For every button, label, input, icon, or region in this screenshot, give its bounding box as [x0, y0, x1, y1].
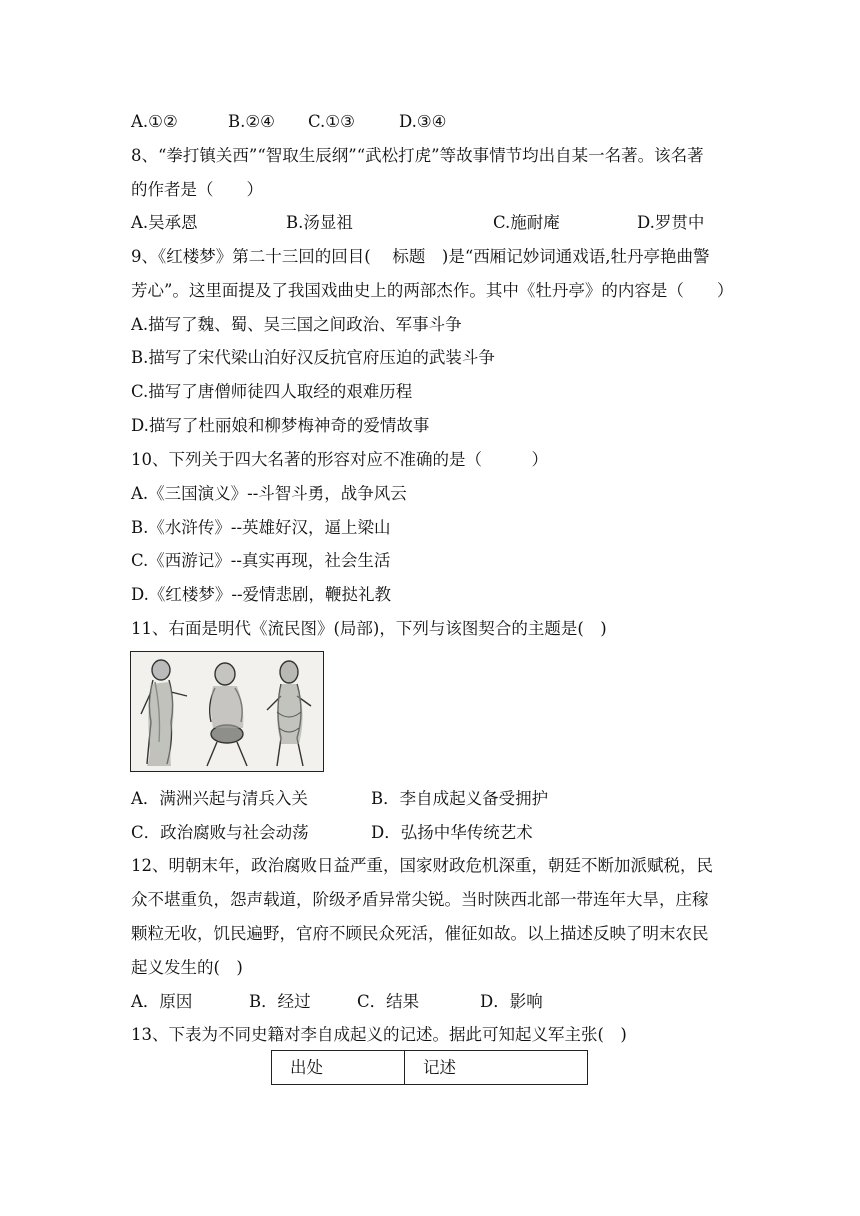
- q12-option-a[interactable]: A．原因: [131, 992, 193, 1011]
- q9-option-c[interactable]: C.描写了唐僧师徒四人取经的艰难历程: [131, 382, 413, 401]
- q8-option-c[interactable]: C.施耐庵: [493, 213, 560, 232]
- q7-option-a[interactable]: A.①②: [131, 112, 178, 131]
- q8-option-d[interactable]: D.罗贯中: [637, 213, 705, 232]
- q11-option-a[interactable]: A．满洲兴起与清兵入关: [131, 789, 308, 808]
- q12-option-d[interactable]: D．影响: [480, 992, 543, 1011]
- q7-option-b[interactable]: B.②④: [228, 112, 275, 131]
- q7-option-d[interactable]: D.③④: [399, 112, 447, 131]
- q9-option-b[interactable]: B.描写了宋代梁山泊好汉反抗官府压迫的武装斗争: [131, 348, 495, 367]
- q13-table-header-source: 出处: [272, 1051, 405, 1084]
- q9-option-d[interactable]: D.描写了杜丽娘和柳梦梅神奇的爱情故事: [131, 416, 430, 435]
- q10-option-c[interactable]: C.《西游记》--真实再现，社会生活: [131, 551, 391, 570]
- q8-option-a[interactable]: A.吴承恩: [131, 213, 198, 232]
- q10-option-b[interactable]: B.《水浒传》--英雄好汉，逼上梁山: [131, 518, 391, 537]
- q8-stem-line1: 8、“拳打镇关西”“智取生辰纲”“武松打虎”等故事情节均出自某一名著。该名著: [131, 146, 704, 165]
- q8-stem-line2: 的作者是（ ）: [131, 180, 263, 199]
- q10-option-d[interactable]: D.《红楼梦》--爱情悲剧，鞭挞礼教: [131, 585, 392, 604]
- q12-stem-line2: 众不堪重负，怨声载道，阶级矛盾异常尖锐。当时陕西北部一带连年大旱，庄稼: [131, 890, 709, 909]
- q10-stem: 10、下列关于四大名著的形容对应不准确的是（ ）: [131, 450, 548, 469]
- q10-option-a[interactable]: A.《三国演义》--斗智斗勇，战争风云: [131, 484, 407, 503]
- q12-stem-line3: 颗粒无收，饥民遍野，官府不顾民众死活，催征如故。以上描述反映了明末农民: [131, 924, 709, 943]
- q11-stem: 11、右面是明代《流民图》(局部)，下列与该图契合的主题是( ): [131, 619, 607, 638]
- q9-stem-line1: 9、《红楼梦》第二十三回的回目( 标题 )是“西厢记妙词通戏语,牡丹亭艳曲警: [131, 247, 710, 266]
- liumin-figures-icon: [131, 652, 324, 772]
- q12-stem-line4: 起义发生的( ): [131, 958, 243, 977]
- q13-table-header-record: 记述: [423, 1058, 456, 1077]
- q12-option-b[interactable]: B．经过: [249, 992, 311, 1011]
- q13-table: [271, 1050, 588, 1085]
- q13-stem: 13、下表为不同史籍对李自成起义的记述。据此可知起义军主张( ): [131, 1025, 627, 1044]
- q12-option-c[interactable]: C．结果: [357, 992, 420, 1011]
- q9-option-a[interactable]: A.描写了魏、蜀、吴三国之间政治、军事斗争: [131, 315, 462, 334]
- q11-option-b[interactable]: B．李自成起义备受拥护: [371, 789, 549, 808]
- q9-stem-line2: 芳心”。这里面提及了我国戏曲史上的两部杰作。其中《牡丹亭》的内容是（ ）: [131, 281, 734, 300]
- q11-option-d[interactable]: D．弘扬中华传统艺术: [371, 823, 533, 842]
- q12-stem-line1: 12、明朝末年，政治腐败日益严重，国家财政危机深重，朝廷不断加派赋税，民: [131, 856, 713, 875]
- q8-option-b[interactable]: B.汤显祖: [286, 213, 353, 232]
- q11-option-c[interactable]: C．政治腐败与社会动荡: [131, 823, 309, 842]
- liumin-painting-figure: [130, 651, 324, 772]
- q7-option-c[interactable]: C.①③: [308, 112, 355, 131]
